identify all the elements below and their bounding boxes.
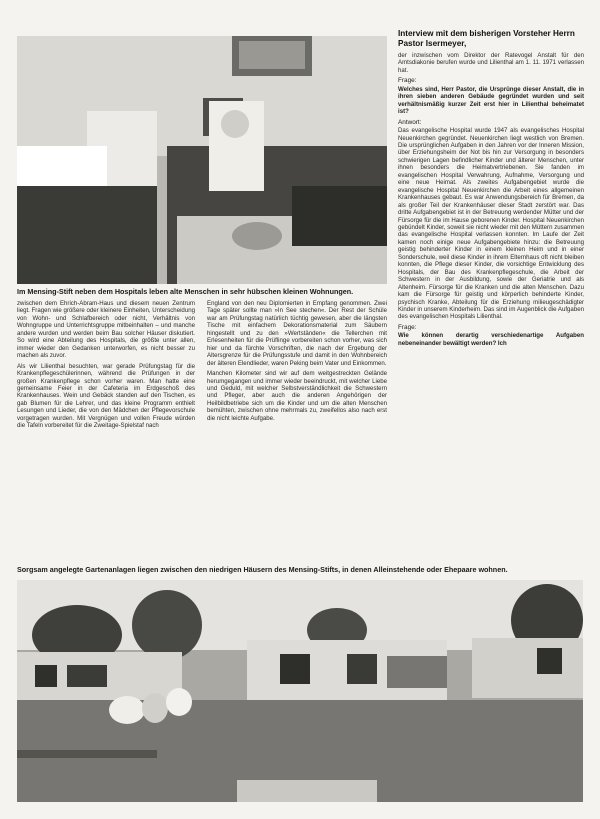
middle-paragraph: Manchen Kilometer sind wir auf dem weitgestreckten Gelände herumgegangen und immer wieder beeindruckt, mit welcher Liebe und Geduld, mit welcher Selbstverständlichkeit die Schwestern und Pfleger, aber auch die anderen Angehörigen der Heilbildbetriebe sich um die Kinder und um die alten Menschen bemühten, zwischen ohne mehrmals zu, zweifellos also nach erst die nicht leichte Aufgabe.: [207, 370, 387, 422]
interview-intro: der inzwischen vom Direktor der Ratevogel Anstalt für den Amtsdiakonie berufen wurde und Lilienthal am 1. 11. 1971 verlassen hat.: [398, 52, 584, 74]
question-text: Welches sind, Herr Pastor, die Ursprünge dieser Anstalt, die in ihren sieben anderen Gebäude gegründet wurden und seit verhältnismäßig kurzer Zeit erst hier in Lilienthal beheimatet ist?: [398, 85, 584, 116]
question-label: Frage:: [398, 323, 417, 331]
right-column: [398, 52, 584, 567]
top-photo-caption: Im Mensing-Stift neben dem Hospitals leben alte Menschen in sehr hübschen kleinen Wohnungen.: [17, 287, 354, 296]
bottom-photo-caption: Sorgsam angelegte Gartenanlagen liegen zwischen den niedrigen Häusern des Mensing-Stifts, in denen Alleinstehende oder Ehepaare wohnen.: [17, 565, 508, 574]
top-photo: [17, 36, 387, 284]
answer-label: Antwort:: [398, 118, 422, 126]
middle-column: [207, 300, 387, 425]
answer-text: Das evangelische Hospital wurde 1947 als evangelisches Hospital Neuenkirchen gegründet. Neuenkirchen liegt westlich von Bremen. Die ursprünglichen Aufgaben in den Jahren vor der Inneren Mission, über Erziehungsheim der Not bis hin zur Versorgung in besonders schwierigen Lagen befindlicher Kinder und älterer Menschen, unter ihnen besonders die Heimatvertriebenen. Sie fanden im evangelischen Hospital Verwahrung, Aufnahme, Versorgung und eine neue Heimat. Als zweites Aufgabengebiet wurde die evangelische Hospital Neuenkirchen die Arbeit eines allgemeinen Krankenhauses gebaut. Es war Anwendungsbereich für Bremen, da als großer Teil der Krankenhäuser dieser Stadt zerstört war. Das dritte Aufgabengebiet ist in der Betreuung werdender Mütter und der Fürsorge für die im Hause geborenen Kinder. Hospital Neuenkirchen gebündelt Kinder, soweit sie nicht wieder mit den Müttern zusammen das evangelische Hospital verlassen konnten. Im Laufe der Zeit kamen noch einige neue Aufgabengebiete hinzu: die Betreuung geistig behinderter Kinder in einem kleinen Heim und in einer Sonderschule, weil diese Kinder in ihrem Elternhaus oft nicht bleiben konnten, die Pflege dieser Kinder, die vorsichtige Entwicklung des Hospitals, der Bau des Krankenpflegeschule, die Arbeit der Schwestern in der Ausbildung, sowie der Geriatrie und als Altenheim. Fürsorge für die Kranken und die alten Menschen. Dazu kam die Fürsorge für geistig und körperlich behinderte Kinder, psychisch Kranke, Abteilung für die Erziehung milieugeschädigter Kinder in unserem Kinderheim. Das sind im Augenblick die Aufgaben des evangelischen Hospitals Lilienthal.: [398, 127, 584, 321]
bottom-photo: [17, 580, 583, 802]
left-paragraph: Als wir Lilienthal besuchten, war gerade Prüfungstag für die Krankenpflegeschülerinnen, während die Prüfungen in der großen Krankenpflege schon vorher waren. Man hatte eine gemeinsame Feier in der Cafeteria im Erdgeschoß des Krankenhauses. Wein und Gebäck standen auf den Tischen, es gab Blumen für die Lehrer, und das kleine Programm enthielt Lesungen und Lieder, die von den Mädchen der Pflegevorschule vorgetragen wurden. Mit Vergnügen und vollen Freude würden die Tafeln vorbereitet für die Zweitage-Spielstaf nach: [17, 362, 195, 430]
middle-paragraph: England von den neu Diplomierten in Empfang genommen. Zwei Tage später sollte man »In See stechen«. Der Rest der Schüle war am Prüfungstag natürlich tüchtig gewesen, aber die längsten Tische mit einfachem Dekorationsmaterial zum Säubern hingestellt und zu den »Wertständen« die Tellerchen mit Erlesenheiten für die Prüflinge vorbereiten schon vorher, was sich hier und da fürchte Vorschriften, die nach der Ergebung der Altersgrenze für die Prüfungsstufe und damit in den Wohnbereich der älteren Elendlieder, waren Peking beim Vater und Einkommen.: [207, 300, 387, 367]
left-column: [17, 300, 195, 433]
question-text: Wie können derartig verschiedenartige Aufgaben nebeneinander bewältigt werden? Ich: [398, 332, 584, 347]
left-paragraph: zwischen dem Ehrich-Abram-Haus und diesem neuen Zentrum liegt. Fragen wie größere oder kleinere Einheiten, Unterscheidung von Wohn- und Schlafbereich oder nicht, Verhältnis von Wohngruppe und Unterrichtsgruppe mitbeinhalten – und manche andere wurden und werden beim Bau solcher Häuser diskutiert. So wird eine Abteilung des Hospitals, die größte unter allen, immer wieder den Gedanken unterworfen, es nicht besser zu machen als zuvor.: [17, 300, 195, 360]
interview-heading: Interview mit dem bisherigen Vorsteher Herrn Pastor Isermeyer,: [398, 29, 575, 48]
question-label: Frage:: [398, 77, 417, 85]
